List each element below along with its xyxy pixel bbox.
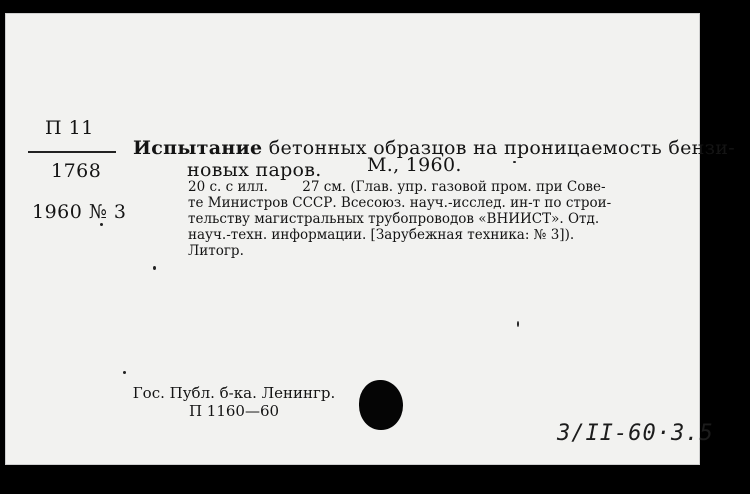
library-code: П 1160—60 — [188, 402, 280, 420]
entry-title-line2: новых паров. — [187, 159, 322, 181]
handwritten-note: 3/II-60·3.5 — [557, 421, 714, 446]
ink-speck — [513, 161, 516, 163]
ink-speck — [153, 266, 156, 270]
description-line: 20 с. с илл. 27 см. (Глав. упр. газовой пром. при Сове- — [188, 179, 606, 195]
library-imprint — [131, 384, 337, 420]
entry-description — [188, 179, 611, 259]
shelfmark-number: 1768 — [51, 160, 102, 182]
library-name: Гос. Публ. б-ка. Ленингр. — [132, 384, 336, 402]
shelfmark-code: П 11 — [45, 117, 94, 139]
shelfmark-divider — [28, 151, 116, 153]
entry-title-heading-word: Испытание — [133, 137, 263, 159]
ink-speck — [517, 321, 519, 327]
shelfmark-year-issue: 1960 № 3 — [32, 201, 127, 223]
description-line: науч.-техн. информации. [Зарубежная техника: № 3]). — [188, 227, 575, 243]
catalog-card — [5, 13, 735, 465]
description-line: те Министров СССР. Всесоюз. науч.-исслед. ин-т по строи- — [188, 195, 612, 211]
ink-speck — [100, 223, 103, 226]
entry-title-rest: бетонных образцов на проницаемость бензи- — [268, 137, 735, 159]
ink-blot — [359, 380, 403, 430]
entry-imprint: М., 1960. — [367, 154, 462, 176]
ink-speck — [123, 371, 126, 374]
description-line: тельству магистральных трубопроводов «ВНИИСТ». Отд. — [188, 211, 600, 227]
description-line: Литогр. — [188, 243, 244, 259]
